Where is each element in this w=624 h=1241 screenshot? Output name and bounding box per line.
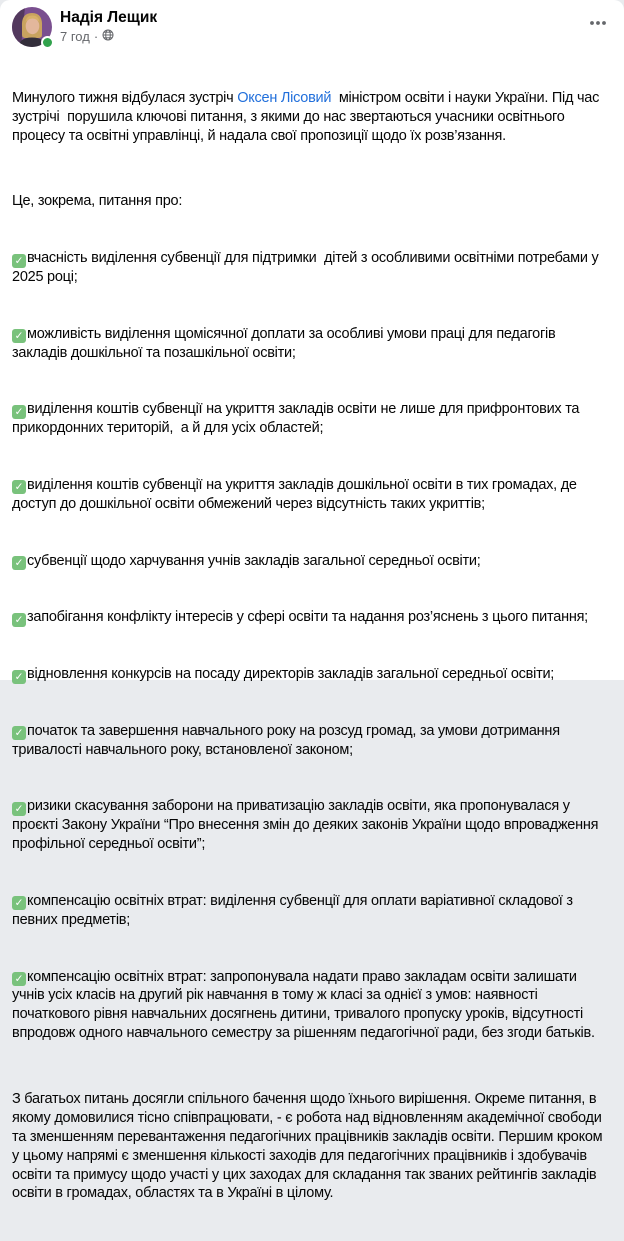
meta-separator: · <box>93 29 99 44</box>
mention-link[interactable]: Оксен Лісовий <box>237 89 332 106</box>
list-item <box>12 249 612 287</box>
list-item <box>12 608 612 627</box>
list-item-text: вчасність виділення субвенції для підтримки дітей з особливими освітніми потребами у 2025 році; <box>12 250 603 285</box>
list-item-text: можливість виділення щомісячної доплати за особливі умови праці для педагогів закладів дошкільної та позашкільної освіти; <box>12 325 560 361</box>
list-intro: Це, зокрема, питання про: <box>12 193 183 210</box>
list-item <box>12 400 612 438</box>
post-meta <box>60 29 576 45</box>
list-item-text: субвенції щодо харчування учнів закладів загальної середньої освіти; <box>27 552 481 569</box>
paragraph-text: Минулого тижня відбулася зустріч <box>12 89 238 106</box>
list-item-text: компенсацію освітніх втрат: виділення субвенції для оплати варіативної складової з певних предметів; <box>12 892 577 928</box>
post-body <box>0 49 624 1241</box>
online-status-dot <box>41 36 54 49</box>
green-check-mark-icon: ✓ <box>12 802 26 816</box>
list-item-text: виділення коштів субвенції на укриття закладів дошкільної освіти в тих громадах, де доступ до дошкільної освіти обмежений через відсутність таких укриттів; <box>12 476 581 512</box>
author-name[interactable]: Надія Лещик <box>60 9 158 26</box>
green-check-mark-icon: ✓ <box>12 254 26 268</box>
green-check-mark-icon: ✓ <box>12 613 26 627</box>
green-check-mark-icon: ✓ <box>12 480 26 494</box>
list-item <box>12 476 612 514</box>
list-item <box>12 552 612 571</box>
avatar[interactable] <box>12 7 52 47</box>
list-item <box>12 892 612 930</box>
list-item-text: компенсацію освітніх втрат: запропонувала надати право закладам освіти залишати учнів усіх класів на другий рік навчання в тому ж класі за однієї з умов: наявності початкового рівня навчальних досягнень дитини, тривалого пропуску уроків, відсутності впродовж одного навчального семестру за рішенням педагогічної ради, без згоди батьків. <box>12 968 595 1042</box>
green-check-mark-icon: ✓ <box>12 726 26 740</box>
list-item-text: ризики скасування заборони на приватизацію закладів освіти, яка пропонувалася у проєкті Закону України “Про внесення змін до деяких законів України щодо впровадження профільної середньої освіти”; <box>12 798 602 853</box>
list-item <box>12 665 612 684</box>
list-item <box>12 797 612 854</box>
green-check-mark-icon: ✓ <box>12 972 26 986</box>
green-check-mark-icon: ✓ <box>12 896 26 910</box>
paragraph-text: міністром освіти і науки України. Під час зустрічі порушила ключові питання, з якими до нас звертаються учасники освітнього процесу та освітні управлінці, й надала свої пропозиції щодо їх розв’язання. <box>12 89 607 144</box>
list-item-text: виділення коштів субвенції на укриття закладів освіти не лише для прифронтових та прикордонних територій, а й для усіх областей; <box>12 401 584 437</box>
header-info <box>60 7 576 45</box>
timestamp[interactable]: 7 год <box>60 29 90 44</box>
globe-icon <box>102 29 114 45</box>
green-check-mark-icon: ✓ <box>12 670 26 684</box>
list-item <box>12 968 612 1044</box>
list-item <box>12 722 612 760</box>
post-paragraph-closing: З багатьох питань досягли спільного бачення щодо їхнього вирішення. Окреме питання, в якому домовилися тісно співпрацювати, - є робота над відновленням академічної свободи та зменшенням перевантаження педагогічних працівників закладів освіти. Першим кроком у цьому напрямі є зменшення кількості заходів для педагогічних працівників і здобувачів освіти та примусу щодо участі у цих заходах для складання так званих рейтингів закладів освіти в громадах, областях та в Україні в цілому. <box>12 1090 607 1202</box>
post-menu-button[interactable] <box>576 7 612 44</box>
green-check-mark-icon: ✓ <box>12 556 26 570</box>
list-item <box>12 325 612 363</box>
post-paragraph-1 <box>12 89 612 146</box>
ellipsis-icon <box>588 13 608 33</box>
list-item-text: відновлення конкурсів на посаду директорів закладів загальної середньої освіти; <box>27 666 555 682</box>
post-header <box>0 0 624 49</box>
green-check-mark-icon: ✓ <box>12 405 26 419</box>
list-item-text: початок та завершення навчального року на розсуд громад, за умови дотримання тривалості навчального року, встановленої законом; <box>12 722 564 758</box>
green-check-mark-icon: ✓ <box>12 329 26 343</box>
list-item-text: запобігання конфлікту інтересів у сфері освіти та надання роз’яснень з цього питання; <box>27 609 588 626</box>
